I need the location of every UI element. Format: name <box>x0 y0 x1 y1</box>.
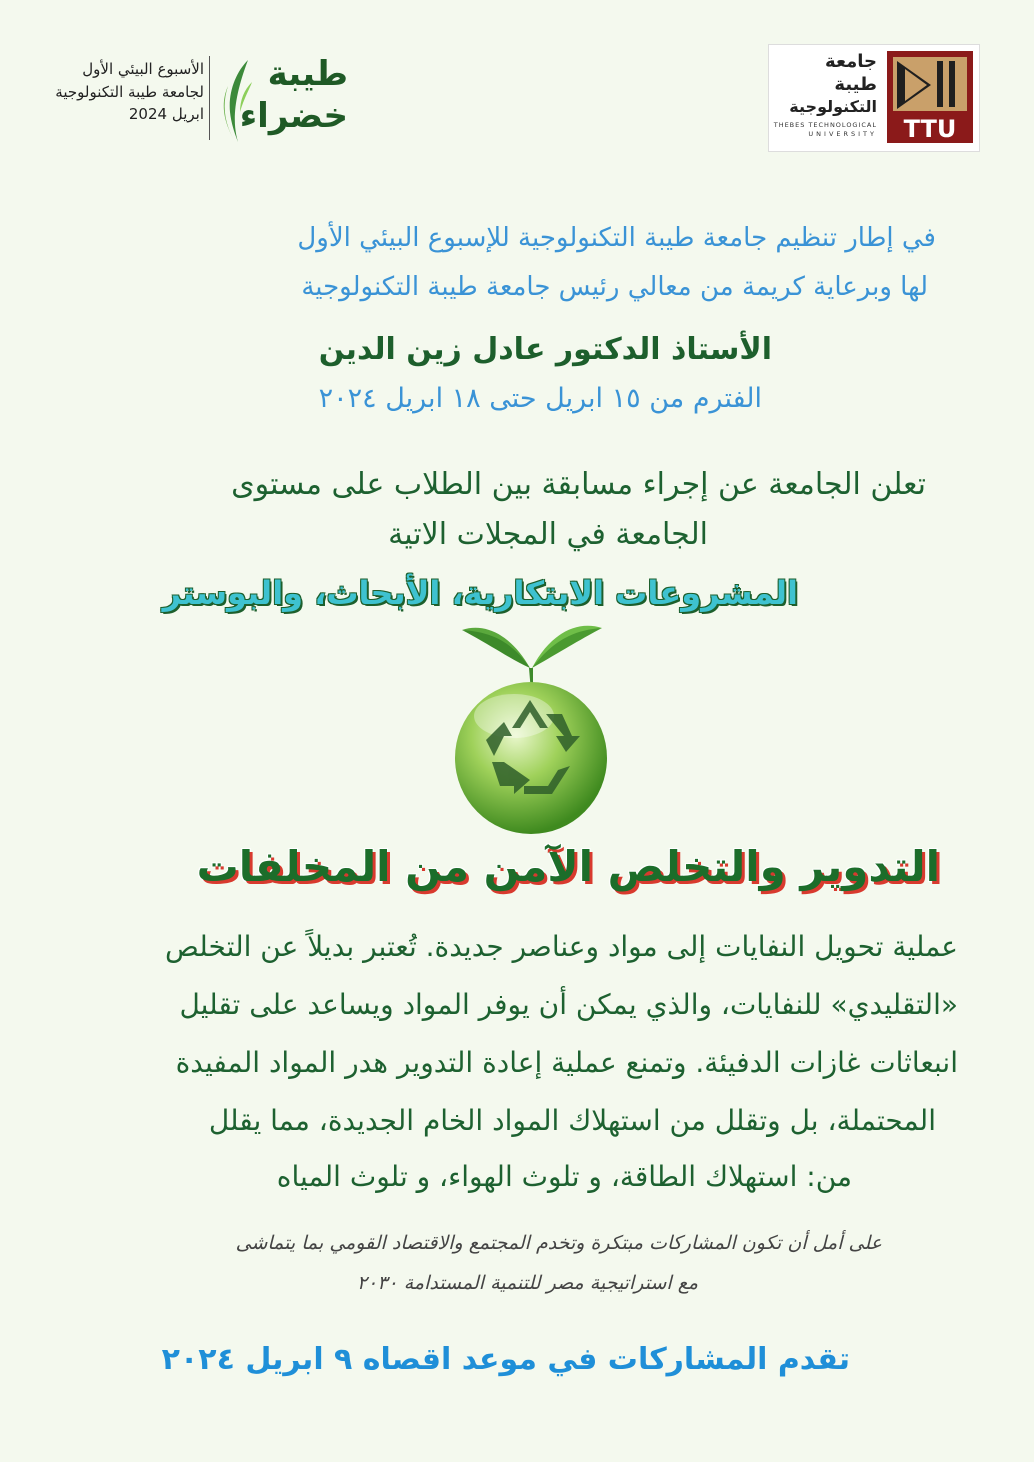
uni-name-en-line1: THEBES TECHNOLOGICAL <box>773 121 877 129</box>
ttu-mark-icon <box>887 51 973 143</box>
event-dates: الفترم من ١٥ ابريل حتى ١٨ ابريل ٢٠٢٤ <box>318 383 762 414</box>
uni-name-line1: جامعة <box>825 51 877 72</box>
uni-name-line2: طيبة <box>834 74 877 95</box>
submission-deadline: تقدم المشاركات في موعد اقصاه ٩ ابريل ٢٠٢٤ <box>161 1342 850 1377</box>
university-logo <box>768 44 980 152</box>
recycle-globe-icon <box>452 616 610 836</box>
body-line-1: عملية تحويل النفايات إلى مواد وعناصر جديدة. تُعتبر بديلاً عن التخلص <box>164 930 958 963</box>
intro-line-1: في إطار تنظيم جامعة طيبة التكنولوجية للإسبوع البيئي الأول <box>297 223 936 253</box>
body-line-5: من: استهلاك الطاقة، و تلوث الهواء، و تلوث المياه <box>276 1160 852 1193</box>
body-line-4: المحتملة، بل وتقلل من استهلاك المواد الخام الجديدة، مما يقلل <box>208 1104 936 1137</box>
competition-fields: المشروعات الابتكارية، الأبحاث، والبوستر <box>162 574 798 612</box>
event-title: الأسبوع البيئي الأول <box>82 60 204 78</box>
intro-line-2: لها وبرعاية كريمة من معالي رئيس جامعة طيبة التكنولوجية <box>301 272 928 302</box>
uni-name-en-line2: UNIVERSITY <box>808 130 877 138</box>
ttu-mark-text: TTU <box>903 115 957 143</box>
tiba-green-logo <box>214 52 354 144</box>
announcement-line-1: تعلن الجامعة عن إجراء مسابقة بين الطلاب على مستوى <box>231 467 926 502</box>
hope-line-2: مع استراتيجية مصر للتنمية المستدامة ٢٠٣٠ <box>356 1272 698 1294</box>
logo-word-khadra: خضراء <box>239 96 348 136</box>
event-date: ابريل 2024 <box>128 105 204 123</box>
uni-name-line3: التكنولوجية <box>789 97 877 116</box>
body-line-3: انبعاثات غازات الدفيئة. وتمنع عملية إعادة التدوير هدر المواد المفيدة <box>175 1046 958 1079</box>
president-name: الأستاذ الدكتور عادل زين الدين <box>318 332 772 367</box>
headline: التدوير والتخلص الآمن من المخلفات <box>196 842 940 891</box>
event-info <box>28 58 204 126</box>
event-university: لجامعة طيبة التكنولوجية <box>55 82 204 101</box>
announcement-line-2: الجامعة في المجلات الاتية <box>388 517 708 552</box>
logo-word-tiba: طيبة <box>267 54 348 94</box>
divider <box>209 56 210 140</box>
body-line-2: «التقليدي» للنفايات، والذي يمكن أن يوفر المواد ويساعد على تقليل <box>179 988 958 1021</box>
hope-line-1: على أمل أن تكون المشاركات مبتكرة وتخدم المجتمع والاقتصاد القومي بما يتماشى <box>235 1232 882 1254</box>
